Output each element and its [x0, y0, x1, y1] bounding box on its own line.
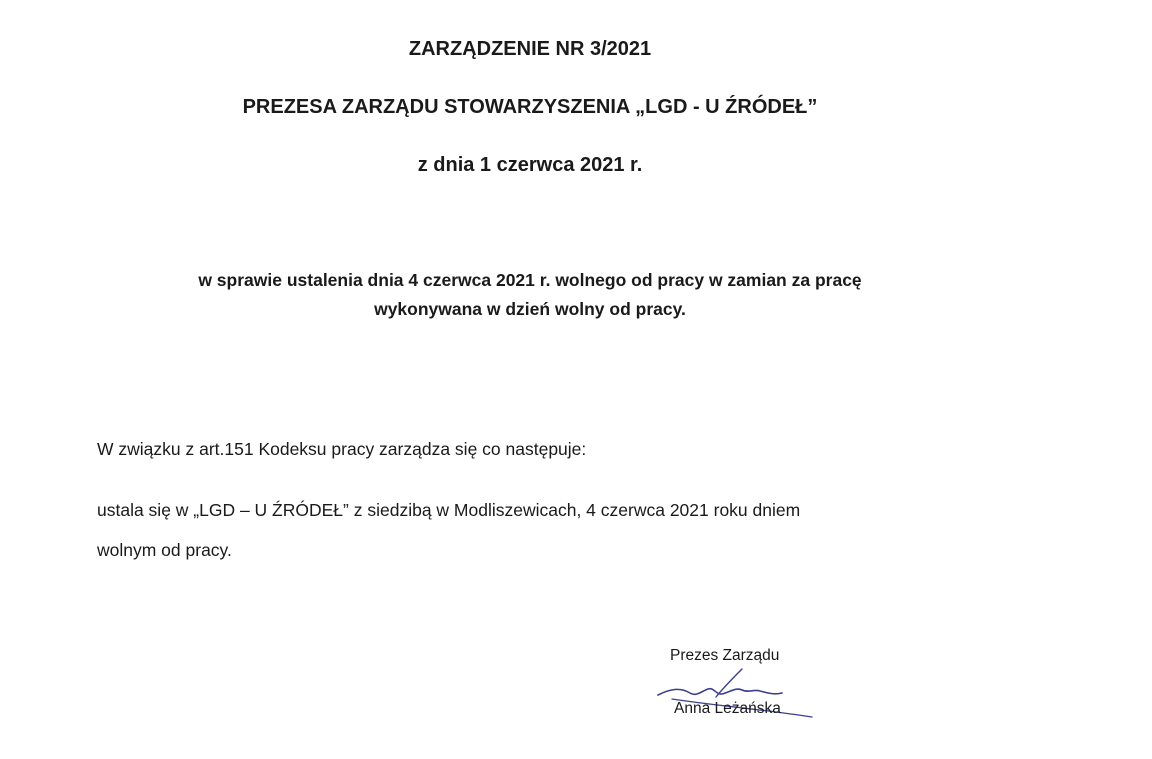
document-subject-line-1: w sprawie ustalenia dnia 4 czerwca 2021 r. wolnego od pracy w zamian za pracę — [198, 270, 862, 290]
signature-name: Anna Leżańska — [674, 700, 781, 717]
document-date: z dnia 1 czerwca 2021 r. — [417, 154, 643, 176]
document-intro: W związku z art.151 Kodeksu pracy zarządza się co następuje: — [97, 439, 587, 459]
document-title: ZARZĄDZENIE NR 3/2021 — [408, 38, 652, 60]
document-body-line-2: wolnym od pracy. — [97, 540, 232, 560]
signature-role: Prezes Zarządu — [670, 647, 780, 664]
document-issuer: PREZESA ZARZĄDU STOWARZYSZENIA „LGD - U ŹRÓDEŁ” — [242, 96, 818, 118]
document-subject-line-2: wykonywana w dzień wolny od pracy. — [374, 299, 686, 319]
document-body-line-1: ustala się w „LGD – U ŹRÓDEŁ” z siedzibą w Modliszewicach, 4 czerwca 2021 roku dniem — [97, 500, 801, 520]
